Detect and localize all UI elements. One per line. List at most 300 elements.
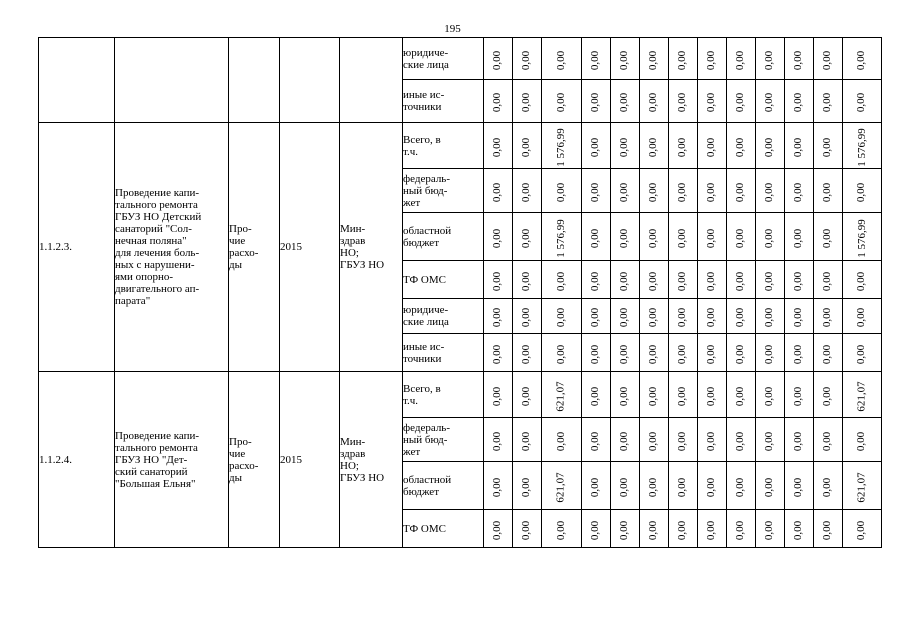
value-cell	[639, 372, 668, 418]
value-text: 0,00	[520, 137, 533, 157]
value-cell	[668, 418, 697, 462]
value-text: 0,00	[491, 50, 504, 70]
expense-type: Про- чие расхо- ды	[229, 123, 280, 372]
value-text: 0,00	[520, 520, 533, 540]
funding-source: ТФ ОМС	[403, 510, 484, 548]
value-cell	[542, 462, 582, 510]
value-text: 0,00	[676, 386, 688, 406]
value-cell	[668, 123, 697, 169]
value-cell	[726, 372, 755, 418]
value-text: 0,00	[792, 50, 804, 70]
value-text: 0,00	[554, 431, 567, 451]
value-cell	[668, 80, 697, 123]
value-text: 0,00	[647, 182, 659, 202]
item-code: 1.1.2.4.	[39, 372, 115, 548]
value-cell	[784, 372, 813, 418]
value-cell	[639, 299, 668, 334]
value-cell	[697, 123, 726, 169]
funding-source: федераль- ный бюд- жет	[403, 418, 484, 462]
value-cell	[581, 299, 610, 334]
value-text: 0,00	[734, 477, 746, 497]
value-text: 0,00	[734, 386, 746, 406]
value-cell	[668, 372, 697, 418]
value-text: 0,00	[554, 307, 567, 328]
value-text: 0,00	[589, 50, 601, 70]
value-cell	[542, 372, 582, 418]
value-text: 0,00	[792, 520, 804, 540]
value-cell	[581, 213, 610, 261]
value-cell	[784, 334, 813, 372]
value-cell	[842, 38, 882, 80]
value-cell	[784, 418, 813, 462]
value-cell	[755, 80, 784, 123]
value-text: 0,00	[647, 228, 659, 248]
value-text: 0,00	[491, 137, 504, 157]
table-row	[39, 38, 882, 80]
value-cell	[842, 169, 882, 213]
value-text: 0,00	[792, 92, 804, 113]
value-text: 0,00	[589, 182, 601, 202]
value-text: 0,00	[618, 477, 630, 497]
value-cell	[784, 80, 813, 123]
table-row	[39, 372, 882, 418]
value-cell	[755, 169, 784, 213]
value-text: 0,00	[705, 431, 717, 451]
funding-source: иные ис- точники	[403, 80, 484, 123]
value-cell	[484, 38, 513, 80]
value-text: 1 576,99	[554, 218, 567, 258]
value-text: 0,00	[647, 271, 659, 291]
value-text: 0,00	[792, 386, 804, 406]
value-text: 0,00	[618, 386, 630, 406]
value-text: 0,00	[491, 344, 504, 364]
funding-source: Всего, в т.ч.	[403, 372, 484, 418]
value-text: 0,00	[520, 307, 533, 328]
value-cell	[842, 510, 882, 548]
value-text: 621,07	[554, 471, 567, 503]
value-cell	[813, 80, 842, 123]
value-cell	[784, 38, 813, 80]
value-text: 0,00	[734, 182, 746, 202]
value-text: 0,00	[676, 431, 688, 451]
value-cell	[610, 510, 639, 548]
expense-type: Про- чие расхо- ды	[229, 372, 280, 548]
value-text: 0,00	[763, 386, 775, 406]
value-cell	[726, 418, 755, 462]
value-cell	[513, 510, 542, 548]
value-text: 0,00	[792, 344, 804, 364]
value-text: 0,00	[792, 431, 804, 451]
item-name	[115, 38, 229, 123]
value-text: 0,00	[705, 137, 717, 157]
value-cell	[610, 261, 639, 299]
value-text: 0,00	[821, 137, 833, 157]
value-text: 0,00	[589, 477, 601, 497]
value-cell	[697, 261, 726, 299]
value-cell	[639, 334, 668, 372]
value-cell	[668, 510, 697, 548]
value-cell	[697, 334, 726, 372]
value-cell	[513, 462, 542, 510]
value-cell	[697, 80, 726, 123]
value-text: 0,00	[734, 431, 746, 451]
expense-type	[229, 38, 280, 123]
value-cell	[610, 462, 639, 510]
value-text: 0,00	[855, 271, 868, 291]
value-cell	[813, 418, 842, 462]
value-text: 0,00	[734, 50, 746, 70]
value-cell	[842, 123, 882, 169]
value-cell	[842, 462, 882, 510]
funding-source: ТФ ОМС	[403, 261, 484, 299]
value-cell	[842, 299, 882, 334]
value-cell	[484, 372, 513, 418]
value-cell	[755, 372, 784, 418]
funding-source: федераль- ный бюд- жет	[403, 169, 484, 213]
value-cell	[784, 299, 813, 334]
value-cell	[513, 80, 542, 123]
value-cell	[639, 80, 668, 123]
value-text: 0,00	[676, 344, 688, 364]
value-text: 1 576,99	[855, 218, 868, 258]
value-text: 0,00	[792, 271, 804, 291]
value-text: 0,00	[855, 520, 868, 540]
value-cell	[842, 372, 882, 418]
funding-source: областной бюджет	[403, 213, 484, 261]
value-cell	[581, 38, 610, 80]
value-cell	[813, 510, 842, 548]
value-text: 0,00	[676, 307, 688, 328]
value-cell	[610, 213, 639, 261]
value-cell	[610, 169, 639, 213]
value-cell	[639, 418, 668, 462]
value-cell	[726, 510, 755, 548]
value-text: 0,00	[705, 386, 717, 406]
value-text: 0,00	[618, 520, 630, 540]
value-cell	[513, 418, 542, 462]
value-cell	[697, 38, 726, 80]
table-row	[39, 123, 882, 169]
value-text: 0,00	[855, 50, 868, 70]
value-cell	[484, 261, 513, 299]
value-text: 0,00	[647, 307, 659, 328]
value-cell	[668, 169, 697, 213]
value-cell	[542, 418, 582, 462]
value-cell	[610, 372, 639, 418]
value-cell	[581, 510, 610, 548]
value-cell	[581, 169, 610, 213]
value-cell	[697, 372, 726, 418]
value-cell	[542, 261, 582, 299]
value-cell	[639, 123, 668, 169]
value-cell	[726, 123, 755, 169]
value-text: 0,00	[647, 92, 659, 113]
value-cell	[542, 38, 582, 80]
value-cell	[784, 123, 813, 169]
value-cell	[813, 299, 842, 334]
value-text: 0,00	[589, 520, 601, 540]
value-text: 0,00	[647, 137, 659, 157]
value-text: 0,00	[520, 271, 533, 291]
value-cell	[813, 462, 842, 510]
value-text: 0,00	[520, 477, 533, 497]
value-text: 0,00	[676, 228, 688, 248]
value-text: 0,00	[734, 271, 746, 291]
value-text: 0,00	[520, 344, 533, 364]
value-cell	[813, 372, 842, 418]
value-text: 0,00	[763, 182, 775, 202]
value-cell	[581, 372, 610, 418]
funding-source: иные ис- точники	[403, 334, 484, 372]
value-cell	[513, 38, 542, 80]
value-cell	[639, 213, 668, 261]
value-cell	[581, 334, 610, 372]
page-number: 195	[444, 23, 461, 35]
value-text: 0,00	[520, 386, 533, 406]
funding-source: юридиче- ские лица	[403, 38, 484, 80]
item-code: 1.1.2.3.	[39, 123, 115, 372]
value-cell	[668, 299, 697, 334]
value-cell	[581, 418, 610, 462]
value-cell	[484, 213, 513, 261]
value-text: 0,00	[763, 92, 775, 113]
value-cell	[726, 80, 755, 123]
value-text: 0,00	[618, 137, 630, 157]
value-cell	[639, 38, 668, 80]
value-text: 0,00	[491, 92, 504, 113]
value-cell	[755, 462, 784, 510]
value-text: 0,00	[618, 344, 630, 364]
value-text: 0,00	[821, 520, 833, 540]
value-text: 0,00	[792, 137, 804, 157]
value-cell	[813, 334, 842, 372]
value-cell	[755, 261, 784, 299]
executor: Мин- здрав НО; ГБУЗ НО	[340, 123, 403, 372]
value-text: 0,00	[821, 386, 833, 406]
value-text: 0,00	[618, 92, 630, 113]
value-cell	[726, 334, 755, 372]
value-cell	[784, 261, 813, 299]
executor	[340, 38, 403, 123]
value-cell	[842, 80, 882, 123]
value-cell	[639, 261, 668, 299]
value-text: 0,00	[618, 228, 630, 248]
value-cell	[513, 213, 542, 261]
value-cell	[542, 80, 582, 123]
value-text: 0,00	[821, 344, 833, 364]
value-cell	[697, 418, 726, 462]
value-text: 0,00	[855, 182, 868, 202]
funding-source: юридиче- ские лица	[403, 299, 484, 334]
value-cell	[784, 169, 813, 213]
value-cell	[784, 213, 813, 261]
value-text: 0,00	[589, 344, 601, 364]
value-text: 0,00	[676, 520, 688, 540]
value-cell	[697, 213, 726, 261]
value-text: 0,00	[589, 431, 601, 451]
value-cell	[755, 510, 784, 548]
value-cell	[755, 418, 784, 462]
value-text: 0,00	[647, 386, 659, 406]
value-text: 0,00	[763, 228, 775, 248]
value-text: 0,00	[792, 182, 804, 202]
value-cell	[610, 38, 639, 80]
value-text: 0,00	[676, 92, 688, 113]
value-text: 0,00	[855, 92, 868, 113]
value-cell	[484, 462, 513, 510]
value-text: 0,00	[618, 50, 630, 70]
value-text: 0,00	[676, 137, 688, 157]
value-cell	[668, 261, 697, 299]
value-cell	[668, 213, 697, 261]
value-text: 0,00	[821, 182, 833, 202]
value-text: 0,00	[554, 182, 567, 202]
value-cell	[610, 418, 639, 462]
value-text: 0,00	[589, 137, 601, 157]
value-cell	[755, 38, 784, 80]
value-text: 0,00	[763, 344, 775, 364]
value-text: 0,00	[763, 271, 775, 291]
value-cell	[726, 38, 755, 80]
value-text: 0,00	[491, 520, 504, 540]
value-cell	[513, 123, 542, 169]
value-text: 0,00	[763, 431, 775, 451]
value-text: 0,00	[647, 50, 659, 70]
value-cell	[842, 213, 882, 261]
year	[280, 38, 340, 123]
year: 2015	[280, 123, 340, 372]
value-cell	[484, 510, 513, 548]
value-cell	[610, 299, 639, 334]
value-text: 0,00	[763, 307, 775, 328]
value-text: 0,00	[734, 137, 746, 157]
value-text: 0,00	[554, 271, 567, 291]
value-text: 0,00	[491, 307, 504, 328]
value-text: 0,00	[676, 271, 688, 291]
value-text: 0,00	[647, 431, 659, 451]
value-cell	[542, 169, 582, 213]
value-cell	[697, 462, 726, 510]
value-text: 0,00	[520, 182, 533, 202]
value-text: 0,00	[734, 307, 746, 328]
value-text: 0,00	[855, 431, 868, 451]
value-text: 1 576,99	[554, 127, 567, 167]
budget-table	[38, 37, 882, 548]
value-cell	[639, 510, 668, 548]
item-name: Проведение капи- тального ремонта ГБУЗ НО Детский санаторий "Сол- нечная поляна" для лечения боль- ных с нарушени- ями опорно- двигательного ап- парата"	[115, 123, 229, 372]
value-cell	[726, 213, 755, 261]
value-text: 0,00	[763, 137, 775, 157]
value-cell	[842, 261, 882, 299]
value-cell	[542, 123, 582, 169]
item-code	[39, 38, 115, 123]
value-cell	[726, 462, 755, 510]
value-text: 0,00	[705, 477, 717, 497]
value-text: 0,00	[647, 520, 659, 540]
value-cell	[755, 123, 784, 169]
item-name: Проведение капи- тального ремонта ГБУЗ НО "Дет- ский санаторий "Большая Ельня"	[115, 372, 229, 548]
value-cell	[813, 38, 842, 80]
value-text: 0,00	[676, 182, 688, 202]
value-text: 0,00	[705, 182, 717, 202]
value-cell	[726, 261, 755, 299]
value-cell	[755, 334, 784, 372]
value-cell	[513, 372, 542, 418]
value-text: 0,00	[763, 520, 775, 540]
value-cell	[639, 462, 668, 510]
value-text: 0,00	[520, 431, 533, 451]
value-cell	[484, 123, 513, 169]
value-text: 0,00	[855, 344, 868, 364]
value-cell	[813, 169, 842, 213]
value-cell	[639, 169, 668, 213]
value-cell	[697, 299, 726, 334]
value-cell	[755, 213, 784, 261]
value-cell	[542, 213, 582, 261]
value-text: 0,00	[705, 307, 717, 328]
value-text: 0,00	[554, 520, 567, 540]
value-text: 0,00	[821, 271, 833, 291]
value-text: 0,00	[821, 92, 833, 113]
value-cell	[842, 418, 882, 462]
value-text: 0,00	[618, 431, 630, 451]
value-cell	[813, 261, 842, 299]
value-text: 0,00	[618, 271, 630, 291]
value-text: 0,00	[491, 477, 504, 497]
value-text: 0,00	[676, 50, 688, 70]
executor: Мин- здрав НО; ГБУЗ НО	[340, 372, 403, 548]
value-text: 0,00	[763, 477, 775, 497]
funding-source: Всего, в т.ч.	[403, 123, 484, 169]
value-cell	[581, 462, 610, 510]
value-cell	[726, 169, 755, 213]
value-text: 1 576,99	[855, 127, 868, 167]
value-text: 0,00	[491, 182, 504, 202]
value-cell	[513, 169, 542, 213]
value-text: 0,00	[520, 50, 533, 70]
value-cell	[610, 334, 639, 372]
value-cell	[484, 80, 513, 123]
value-cell	[513, 261, 542, 299]
value-text: 0,00	[705, 344, 717, 364]
value-text: 0,00	[520, 92, 533, 113]
year: 2015	[280, 372, 340, 548]
funding-source: областной бюджет	[403, 462, 484, 510]
value-text: 0,00	[647, 344, 659, 364]
value-cell	[697, 169, 726, 213]
value-text: 0,00	[705, 520, 717, 540]
value-cell	[542, 299, 582, 334]
value-text: 0,00	[589, 228, 601, 248]
value-text: 0,00	[491, 386, 504, 406]
value-cell	[581, 123, 610, 169]
value-text: 0,00	[705, 92, 717, 113]
value-text: 0,00	[763, 50, 775, 70]
value-text: 0,00	[676, 477, 688, 497]
value-cell	[755, 299, 784, 334]
value-cell	[513, 334, 542, 372]
value-text: 0,00	[491, 228, 504, 248]
value-cell	[542, 334, 582, 372]
value-text: 0,00	[821, 50, 833, 70]
value-text: 0,00	[821, 307, 833, 328]
value-text: 0,00	[821, 477, 833, 497]
value-cell	[610, 123, 639, 169]
value-cell	[484, 169, 513, 213]
value-text: 0,00	[705, 271, 717, 291]
value-text: 0,00	[821, 228, 833, 248]
value-text: 0,00	[792, 307, 804, 328]
